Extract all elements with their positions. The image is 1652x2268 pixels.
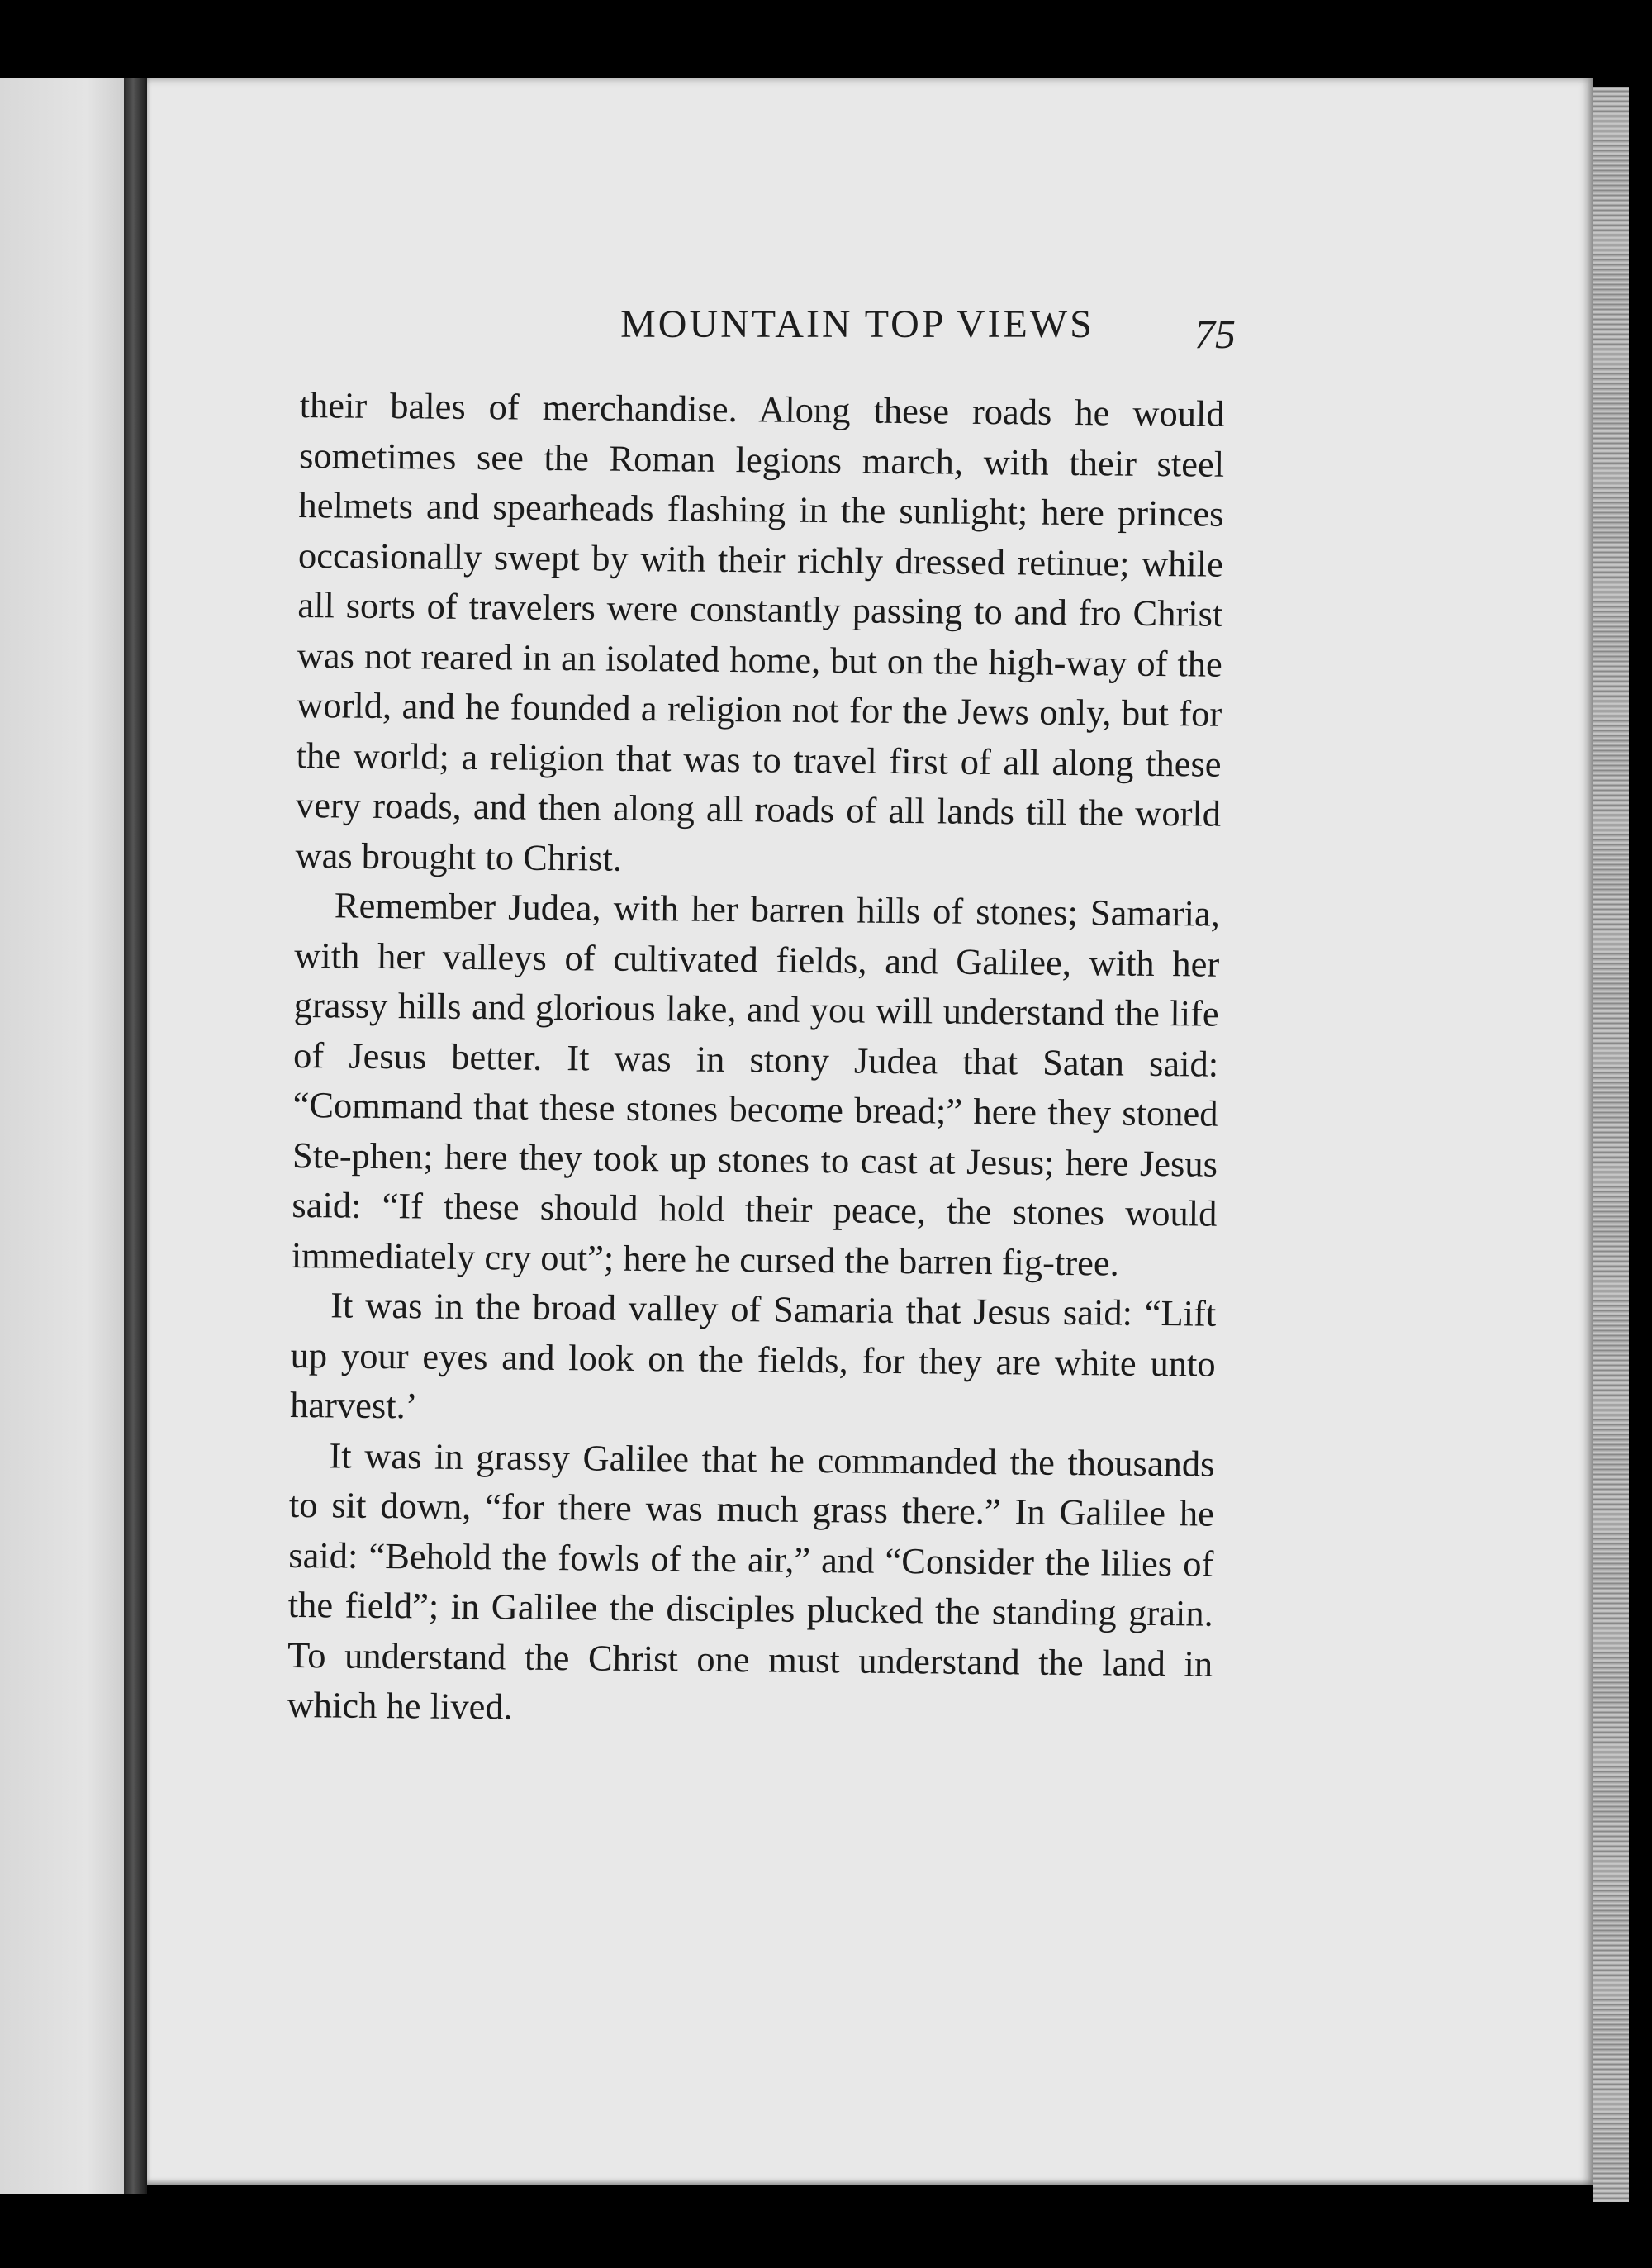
paragraph-4: It was in grassy Galilee that he commanded the thousands to sit down, “for there was much grass there.” In Galilee he said: “Behold the fowls of the air,” and “Consider the lilies of the field”; in Galilee the disciples plucked the standing grain. To understand the Christ one must understand the land in which he lived. [287,1434,1215,1728]
running-title: MOUNTAIN TOP VIEWS [620,302,1094,346]
book-page [147,78,1593,2185]
paragraph-3: It was in the broad valley of Samaria that Jesus said: “Lift up your eyes and look on the fields, for they are white unto harvest.’ [289,1284,1217,1427]
facing-page-edge [0,78,124,2194]
body-text [287,380,1225,1738]
paragraph-2: Remember Judea, with her barren hills of stones; Samaria, with her valleys of cultivated fields, and Galilee, with her grassy hills and glorious lake, and you will understand the life of Jesus better. It was in stony Judea that Satan said: “Command that these stones become bread;” here they stoned Ste-phen; here they took up stones to cast at Jesus; here Jesus said: “If these should hold their peace, the stones would immediately cry out”; here he cursed the barren fig-tree. [291,884,1221,1284]
page-header [147,302,1593,368]
paragraph-1: their bales of merchandise. Along these roads he would sometimes see the Roman legions march, with their steel helmets and spearheads flashing in the sunlight; here princes occasionally swept by with their richly dressed retinue; while all sorts of travelers were constantly passing to and fro Christ was not reared in an isolated home, but on the high-way of the world, and he founded a religion not for the Jews only, but for the world; a religion that was to travel first of all along these very roads, and then along all roads of all lands till the world was brought to Christ. [295,383,1225,879]
book-gutter [124,78,147,2194]
page-stack-edge [1593,87,1629,2202]
page-number: 75 [1194,311,1236,357]
